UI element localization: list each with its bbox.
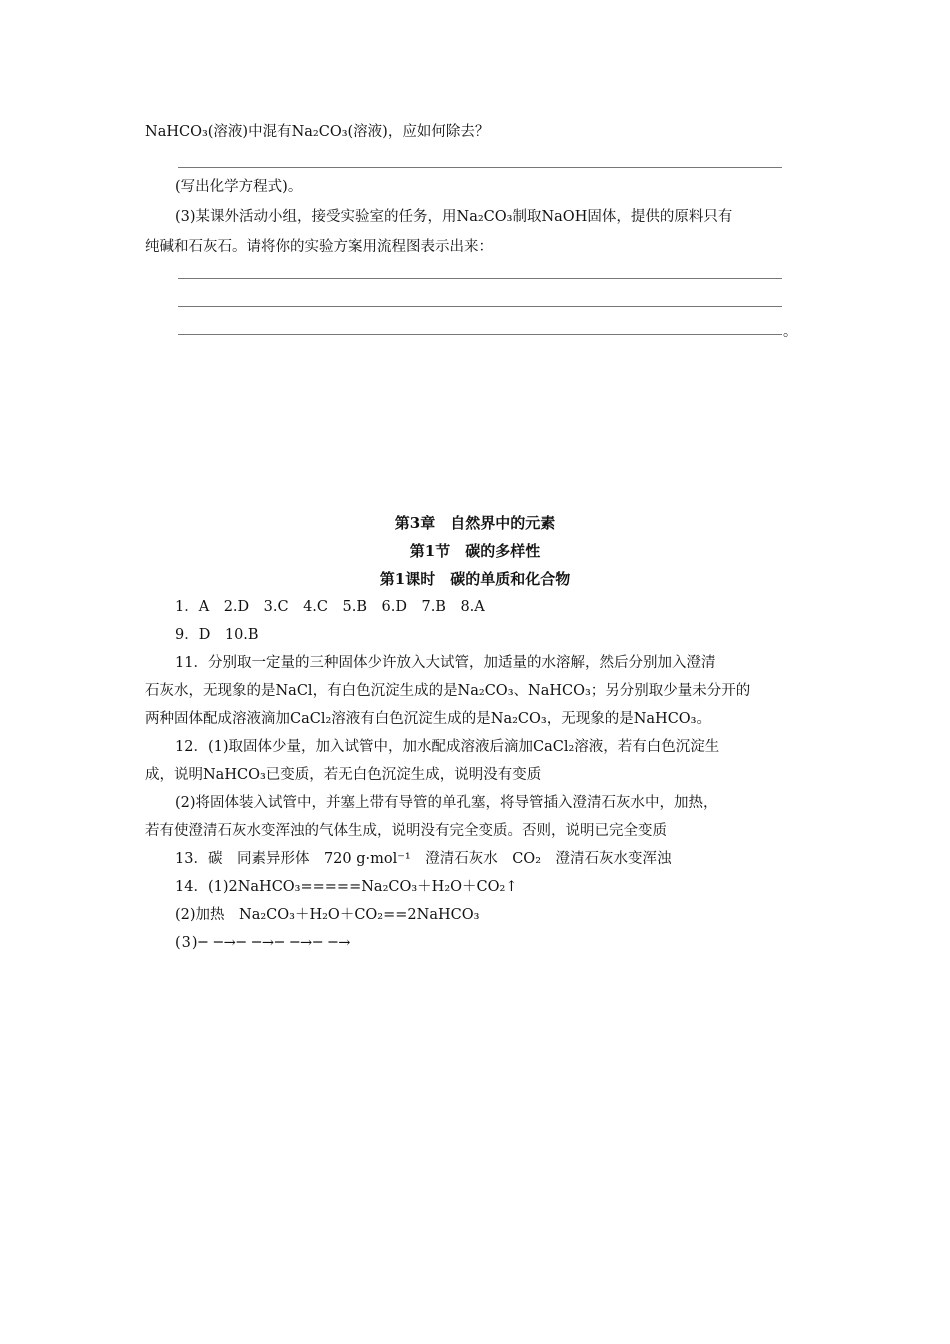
answer-14-part1: 14．(1)2NaHCO₃=====Na₂CO₃＋H₂O＋CO₂↑ xyxy=(175,879,518,895)
answer-12-part2-cont: 若有使澄清石灰水变浑浊的气体生成，说明没有完全变质。否则，说明已完全变质 xyxy=(145,823,667,839)
answer-11-cont: 两种固体配成溶液滴加CaCl₂溶液有白色沉淀生成的是Na₂CO₃，无现象的是NaHCO₃。 xyxy=(145,711,711,727)
answer-12-part2: (2)将固体装入试管中，并塞上带有导管的单孔塞，将导管插入澄清石灰水中，加热， xyxy=(175,795,718,811)
answer-13: 13．碳 同素异形体 720 g·mol⁻¹ 澄清石灰水 CO₂ 澄清石灰水变浑浊 xyxy=(175,851,672,867)
answer-blank-line xyxy=(178,334,782,335)
answer-11-cont: 石灰水，无现象的是NaCl，有白色沉淀生成的是Na₂CO₃、NaHCO₃；另分别取少量未分开的 xyxy=(145,683,751,699)
answer-blank-line xyxy=(178,278,782,279)
question-3-text-cont: 纯碱和石灰石。请将你的实验方案用流程图表示出来： xyxy=(145,239,493,255)
answer-1-8: 1．A 2.D 3.C 4.C 5.B 6.D 7.B 8.A xyxy=(175,599,485,615)
answer-blank-line xyxy=(178,167,782,168)
answer-14-part2: (2)加热 Na₂CO₃＋H₂O＋CO₂==2NaHCO₃ xyxy=(175,907,480,923)
answer-11: 11．分别取一定量的三种固体少许放入大试管，加适量的水溶解，然后分别加入澄清 xyxy=(175,655,716,671)
question-2-text: NaHCO₃(溶液)中混有Na₂CO₃(溶液)，应如何除去？ xyxy=(145,124,490,140)
chapter-heading: 第3章 自然界中的元素 xyxy=(394,514,556,532)
question-2-note: (写出化学方程式)。 xyxy=(175,179,303,195)
answer-12: 12．(1)取固体少量，加入试管中，加水配成溶液后滴加CaCl₂溶液，若有白色沉淀生 xyxy=(175,739,720,755)
answer-9-10: 9．D 10.B xyxy=(175,627,259,643)
end-mark: 。 xyxy=(783,324,797,340)
answer-12-cont: 成，说明NaHCO₃已变质，若无白色沉淀生成，说明没有变质 xyxy=(145,767,542,783)
section-heading: 第1节 碳的多样性 xyxy=(409,542,541,560)
lesson-heading: 第1课时 碳的单质和化合物 xyxy=(379,570,571,588)
answer-blank-line xyxy=(178,306,782,307)
answer-14-part3-flow: (3)─ ─→─ ─→─ ─→─ ─→ xyxy=(175,935,352,951)
question-3-text: (3)某课外活动小组，接受实验室的任务，用Na₂CO₃制取NaOH固体，提供的原料只有 xyxy=(175,209,733,225)
